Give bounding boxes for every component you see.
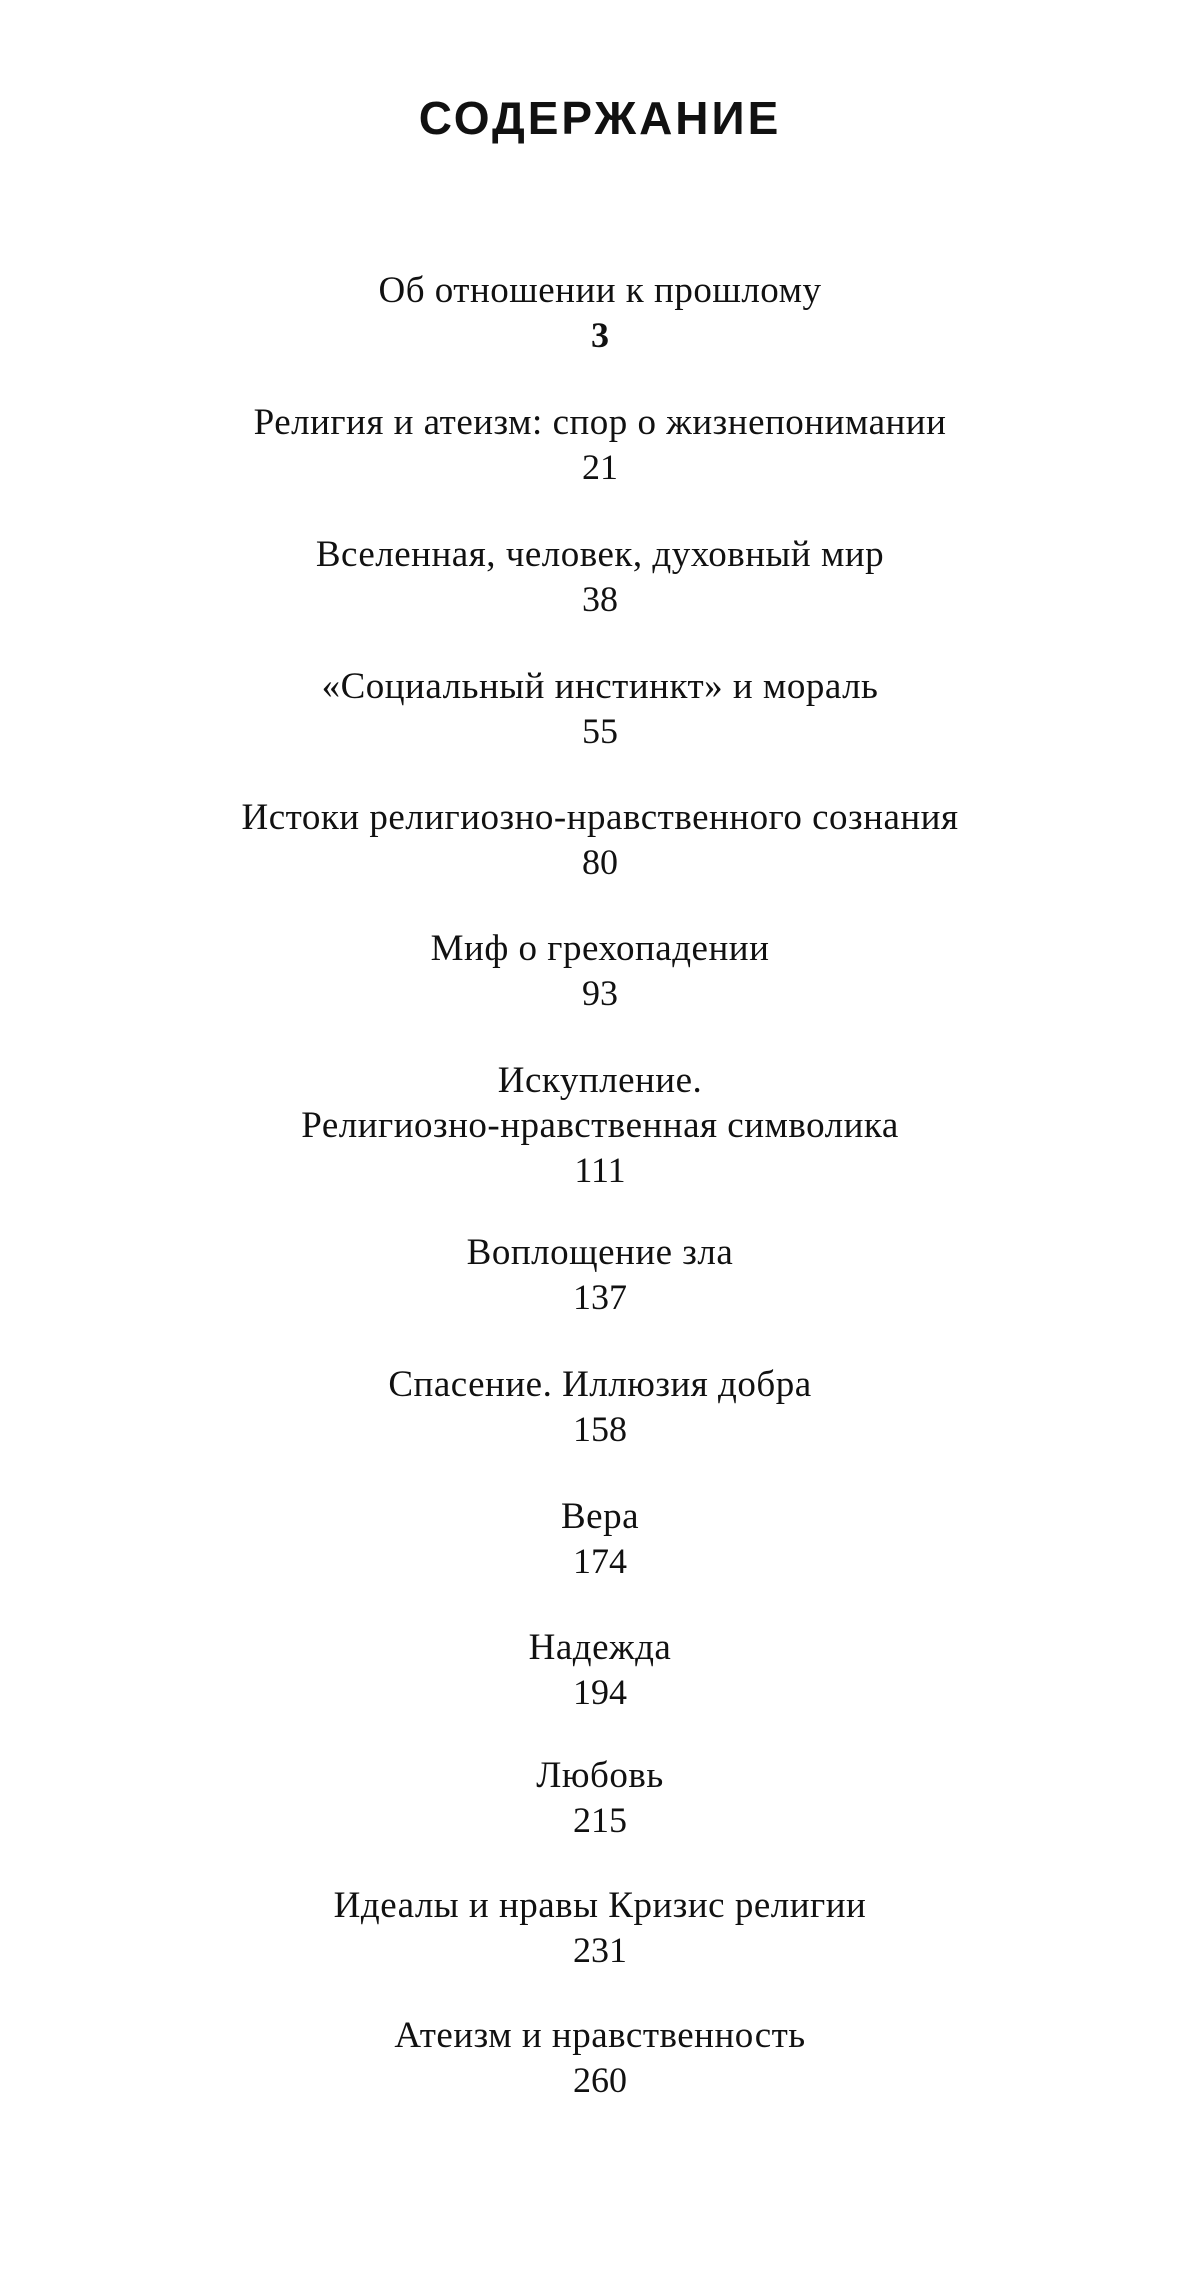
toc-entry <box>0 1494 1200 1584</box>
toc-entry <box>0 532 1200 622</box>
toc-entry-page: 137 <box>573 1277 627 1317</box>
toc-entry-title: Надежда <box>528 1627 672 1668</box>
toc-entry <box>0 926 1200 1016</box>
toc-entry <box>0 795 1200 885</box>
toc-entry-page: 194 <box>573 1672 627 1712</box>
toc-entry-title: Вера <box>560 1496 640 1537</box>
toc-entry <box>0 664 1200 754</box>
toc-entry <box>0 2013 1200 2103</box>
toc-entry <box>0 1753 1200 1843</box>
toc-entry-title: Любовь <box>536 1755 664 1796</box>
toc-entry-title: Миф о грехопадении <box>430 928 770 969</box>
toc-entry-title: Искупление. <box>497 1060 703 1101</box>
toc-entry-page: 231 <box>573 1930 627 1970</box>
toc-entry-page: 3 <box>591 315 609 355</box>
toc-entry-title: Истоки религиозно-нравственного сознания <box>241 797 959 838</box>
toc-entry-page: 80 <box>582 842 618 882</box>
toc-entry-page: 111 <box>574 1150 626 1190</box>
toc-entry <box>0 400 1200 490</box>
toc-entry <box>0 1362 1200 1452</box>
toc-entry-page: 174 <box>573 1541 627 1581</box>
toc-entry-title: «Социальный инстинкт» и мораль <box>321 666 879 707</box>
toc-entry-title: Атеизм и нравственность <box>394 2015 806 2056</box>
toc-entry-page: 38 <box>582 579 618 619</box>
toc-entry-page: 158 <box>573 1409 627 1449</box>
toc-entry <box>0 1058 1200 1193</box>
toc-entry <box>0 1883 1200 1973</box>
toc-entry-title: Религия и атеизм: спор о жизнепонимании <box>253 402 947 443</box>
toc-entry-page: 21 <box>582 447 618 487</box>
toc-entry-title: Идеалы и нравы Кризис религии <box>333 1885 867 1926</box>
toc-entry-title: Об отношении к прошлому <box>378 270 822 311</box>
toc-entry <box>0 1625 1200 1715</box>
toc-entry-page: 260 <box>573 2060 627 2100</box>
toc-entry <box>0 1230 1200 1320</box>
toc-entry-title: Спасение. Иллюзия добра <box>388 1364 812 1405</box>
toc-entry-page: 215 <box>573 1800 627 1840</box>
toc-entry <box>0 268 1200 358</box>
toc-entry-title: Вселенная, человек, духовный мир <box>315 534 885 575</box>
toc-entry-title: Воплощение зла <box>466 1232 734 1273</box>
toc-entry-page: 93 <box>582 973 618 1013</box>
toc-entry-title-line2: Религиозно-нравственная символика <box>301 1105 899 1146</box>
toc-entry-page: 55 <box>582 711 618 751</box>
page-title: СОДЕРЖАНИЕ <box>418 92 782 144</box>
